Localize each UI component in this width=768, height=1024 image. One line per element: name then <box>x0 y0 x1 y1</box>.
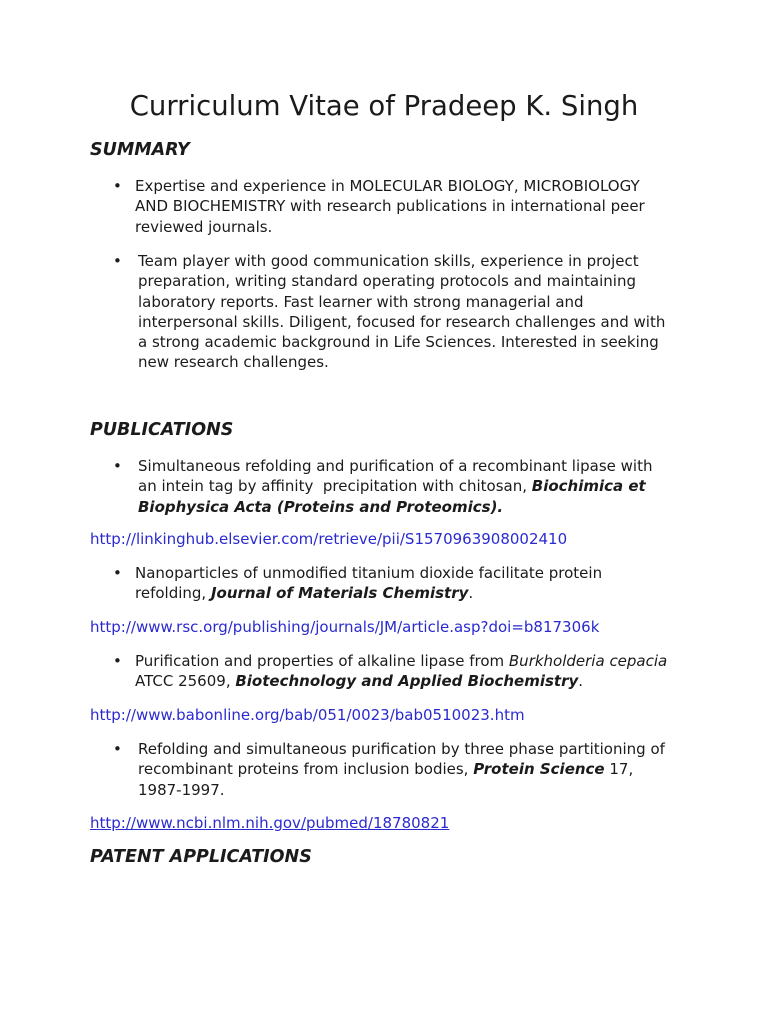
journal-name: Biophysica Acta (Proteins and Proteomics). <box>138 497 504 516</box>
publication-text: Nanoparticles of unmodified titanium dioxide facilitate protein <box>135 564 603 582</box>
publications-heading: PUBLICATIONS <box>90 420 234 440</box>
publication-line <box>138 497 652 517</box>
summary-item <box>138 251 665 373</box>
document-title: Curriculum Vitae of Pradeep K. Singh <box>129 90 639 122</box>
bullet-icon <box>113 739 122 759</box>
summary-item-line: Team player with good communication skills, experience in project <box>138 252 639 270</box>
publication-line <box>135 651 667 671</box>
summary-heading: SUMMARY <box>90 140 190 160</box>
publication-text: ATCC 25609, <box>135 672 236 691</box>
species-name: Burkholderia cepacia <box>508 652 668 670</box>
publication-line <box>138 476 652 496</box>
bullet-icon <box>113 251 122 271</box>
publication-item <box>138 456 652 517</box>
publication-link[interactable]: http://www.ncbi.nlm.nih.gov/pubmed/18780821 <box>90 814 450 832</box>
summary-item-line: interpersonal skills. Diligent, focused for research challenges and with <box>138 312 666 331</box>
publication-line <box>138 780 665 800</box>
summary-item <box>135 176 645 237</box>
publication-text: . <box>578 672 584 691</box>
publication-link[interactable]: http://linkinghub.elsevier.com/retrieve/pii/S1570963908002410 <box>90 530 568 548</box>
publication-text: refolding, <box>135 584 211 603</box>
summary-item-line: reviewed journals. <box>135 217 273 236</box>
publication-text: an intein tag by affinity precipitation with chitosan, <box>138 477 532 496</box>
publication-line <box>135 583 602 603</box>
publication-text: recombinant proteins from inclusion bodies, <box>138 760 474 779</box>
publication-item <box>135 651 667 692</box>
summary-item-line: Expertise and experience in MOLECULAR BIOLOGY, MICROBIOLOGY <box>135 177 640 195</box>
bullet-icon <box>113 563 122 583</box>
publication-line <box>135 671 667 691</box>
publication-link[interactable]: http://www.rsc.org/publishing/journals/JM/article.asp?doi=b817306k <box>90 618 600 636</box>
publication-text: Refolding and simultaneous purification by three phase partitioning of <box>138 740 665 758</box>
bullet-icon <box>113 176 122 196</box>
summary-item-line: new research challenges. <box>138 353 329 372</box>
publication-text: 1987-1997. <box>138 780 225 799</box>
publication-text: 17, <box>604 760 634 779</box>
journal-name: Biotechnology and Applied Biochemistry <box>235 672 579 691</box>
summary-item-line: a strong academic background in Life Sciences. Interested in seeking <box>138 333 659 352</box>
patent-applications-heading: PATENT APPLICATIONS <box>90 847 312 867</box>
publication-text: Purification and properties of alkaline lipase from <box>135 652 509 670</box>
publication-text: Simultaneous refolding and purification of a recombinant lipase with <box>138 457 653 475</box>
summary-item-line: laboratory reports. Fast learner with strong managerial and <box>138 292 584 311</box>
bullet-icon <box>113 651 122 671</box>
publication-link[interactable]: http://www.babonline.org/bab/051/0023/bab0510023.htm <box>90 706 525 724</box>
bullet-icon <box>113 456 122 476</box>
journal-name: Biochimica et <box>531 477 646 496</box>
publication-line <box>138 456 652 476</box>
publication-item <box>138 739 665 800</box>
publication-line <box>138 739 665 759</box>
publication-text: . <box>468 584 474 603</box>
publication-item <box>135 563 602 604</box>
summary-item-line: preparation, writing standard operating protocols and maintaining <box>138 272 636 291</box>
journal-name: Journal of Materials Chemistry <box>210 584 469 603</box>
publication-line <box>135 563 602 583</box>
publication-line <box>138 759 665 779</box>
summary-item-line: AND BIOCHEMISTRY with research publications in international peer <box>135 197 645 216</box>
journal-name: Protein Science <box>473 760 605 779</box>
